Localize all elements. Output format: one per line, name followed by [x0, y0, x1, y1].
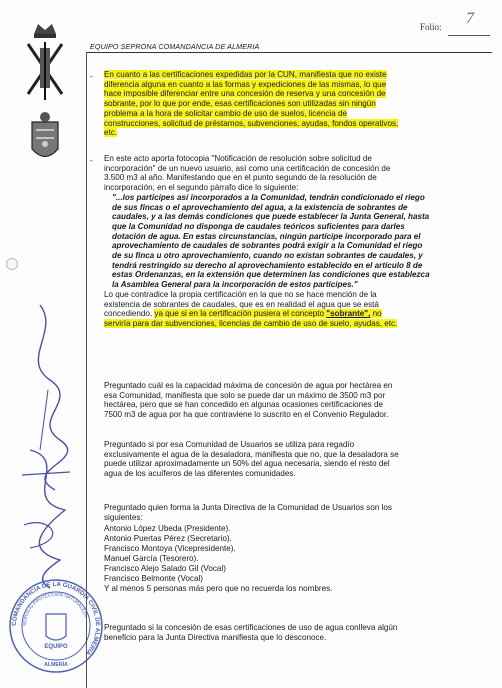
- quote-line: "...los partícipes así incorporados a la Comunidad, tendrán condicionado el riego: [112, 192, 425, 202]
- handwritten-signature: [10, 300, 90, 590]
- text-line: etc.: [104, 128, 118, 138]
- text-line: beneficio para la Junta Directiva manifiesta que lo desconoce.: [104, 632, 327, 642]
- paragraph-certifications: [104, 70, 480, 138]
- document-header: EQUIPO SEPRONA COMANDANCIA DE ALMERIA: [90, 42, 260, 51]
- paragraph-capacity: [104, 381, 480, 420]
- board-members-list: [104, 524, 332, 594]
- text-span: concediendo,: [104, 309, 155, 319]
- text-line: [104, 309, 480, 319]
- text-line: sobrante, por lo que por ende, esas certificaciones son utilizadas sin ningún: [104, 99, 376, 109]
- bullet-dash: -: [90, 156, 93, 165]
- list-item: Y al menos 5 personas más pero que no recuerda los nombres.: [104, 584, 333, 593]
- folio-underline: [448, 35, 490, 36]
- quote-line: la Asamblea General para la incorporación de estos partícipes.": [112, 280, 358, 290]
- text-line: Preguntado quien forma la Junta Directiva de la Comunidad de Usuarios son los: [104, 503, 392, 512]
- bullet-dash: -: [90, 72, 93, 81]
- text-line: hace imposible diferenciar entre una concesión de reserva y una concesión de: [104, 89, 386, 99]
- text-line: hectárea, pero que se han concedido en algunas ocasiones certificaciones de: [104, 400, 383, 410]
- punch-hole: [6, 258, 18, 270]
- highlighted-span: no: [370, 309, 382, 319]
- stamp-bottom-label: · ALMERÍA ·: [41, 662, 71, 668]
- quote-line: que la Comunidad no disponga de caudales teóricos suficientes para darles: [112, 221, 405, 231]
- official-stamp: [8, 578, 104, 674]
- stamp-inner-text: SERVICIO PROTECCIÓN NATURALEZA: [21, 591, 89, 627]
- quote-line: aprovechamiento de caudales de sobrantes podrá exigir a la Comunidad el riego: [112, 241, 423, 251]
- quote-line: de sus fincas o el aprovechamiento del agua, a la existencia de sobrantes de: [112, 202, 408, 212]
- list-item: Manuel García (Tesorero).: [104, 554, 199, 563]
- list-item: Antonio Puertas Pérez (Secretario).: [104, 534, 232, 543]
- text-line: Preguntado si por esa Comunidad de Usuarios se utiliza para regadío: [104, 440, 355, 449]
- highlighted-span: serviría para dar subvenciones, licencias de cambio de uso de suelo, ayudas, etc.: [104, 318, 398, 328]
- paragraph-benefit: [104, 623, 480, 642]
- text-line: esa Comunidad, manifiesta que solo se puede dar un máximo de 3500 m3 por: [104, 390, 386, 400]
- text-line: 3.500 m3 al año. Manifestando que en el punto segundo de la resolución de: [104, 173, 377, 183]
- folio-number: 7: [466, 10, 474, 27]
- list-item: Francisco Alejo Salado Gil (Vocal): [104, 564, 226, 573]
- crest-column: [18, 14, 72, 184]
- stamp-center-label: EQUIPO: [44, 644, 68, 650]
- text-line: exclusivamente el agua de la desaladora, manifiesta que no, que la desaladora se: [104, 449, 399, 459]
- stamp-ring-text: COMANDANCIA DE LA GUARDIA CIVIL DE ALMERIA: [10, 580, 102, 657]
- text-line: diferencia alguna en cuanto a las formas y expediciones de las mismas, lo que: [104, 79, 387, 89]
- text-line: incorporación" de un nuevo usuario, así como una certificación de concesión de: [104, 163, 391, 173]
- quote-line: dotación de agua. En estas circunstancias, ningún partícipe incorporado para el: [112, 231, 421, 241]
- folio-label: Folio:: [420, 22, 442, 32]
- text-line: incorporación, en el segundo párrafo dice lo siguiente:: [104, 183, 299, 193]
- text-line: puede utilizar aproximadamente un 50% del agua necesaria, siendo el resto del: [104, 459, 390, 469]
- text-line: En este acto aporta fotocopia "Notificación de resolución sobre solicitud de: [104, 154, 372, 163]
- text-line: Preguntado si la concesión de esas certificaciones de uso de agua conlleva algún: [104, 623, 398, 632]
- text-line: existencia de sobrantes de caudales, que es en realidad el agua que se está: [104, 299, 379, 309]
- list-item: Francisco Montoya (Vicepresidente).: [104, 544, 236, 553]
- paragraph-desalination: [104, 440, 480, 479]
- text-line: Preguntado cuál es la capacidad máxima de concesión de agua por hectárea en: [104, 381, 393, 390]
- guardia-civil-emblem-icon: [18, 14, 72, 184]
- list-item: Antonio López Ubeda (Presidente).: [104, 524, 231, 533]
- text-line: 7500 m3 de agua por ha que contraviene lo suscrito en el Convenio Regulador.: [104, 410, 389, 420]
- quote-line: tendrá restringido su derecho al aprovechamiento establecido en el artículo 8 de: [112, 260, 423, 270]
- list-item: Francisco Belmonte (Vocal): [104, 574, 203, 583]
- text-line: En cuanto a las certificaciones expedidas por la CUN, manifiesta que no existe: [104, 70, 387, 79]
- keyword-sobrante: "sobrante",: [326, 309, 371, 319]
- highlighted-span: ya que si en la certificación pusiera el concepto: [154, 309, 327, 319]
- text-line: Lo que contradice la propia certificación en la que no se hace mención de la: [104, 289, 377, 299]
- text-line: construcciones, solicitud de préstamos, subvenciones, ayudas, fondos operativos,: [104, 118, 399, 128]
- header-rule: [86, 52, 492, 53]
- coat-of-arms-icon: [46, 614, 66, 640]
- text-line: problema a la hora de solicitar cambio de uso de suelos, licencia de: [104, 108, 347, 118]
- quoted-resolution: [104, 193, 480, 290]
- paragraph-notification: [104, 154, 480, 329]
- margin-rule: [86, 52, 87, 688]
- quote-line: caudales, y a las demás condiciones que puede establecer la Junta General, hasta: [112, 212, 430, 222]
- quote-line: estas Ordenanzas, en la extensión que determinen las condiciones que establezca: [112, 270, 430, 280]
- text-line: siguientes:: [104, 512, 143, 522]
- paragraph-board: [104, 503, 480, 522]
- text-line: agua de los acuíferos de las diferentes comunidades.: [104, 469, 296, 479]
- quote-line: de su finca u otro aprovechamiento, cuando no existan sobrantes de caudales, y: [112, 251, 423, 261]
